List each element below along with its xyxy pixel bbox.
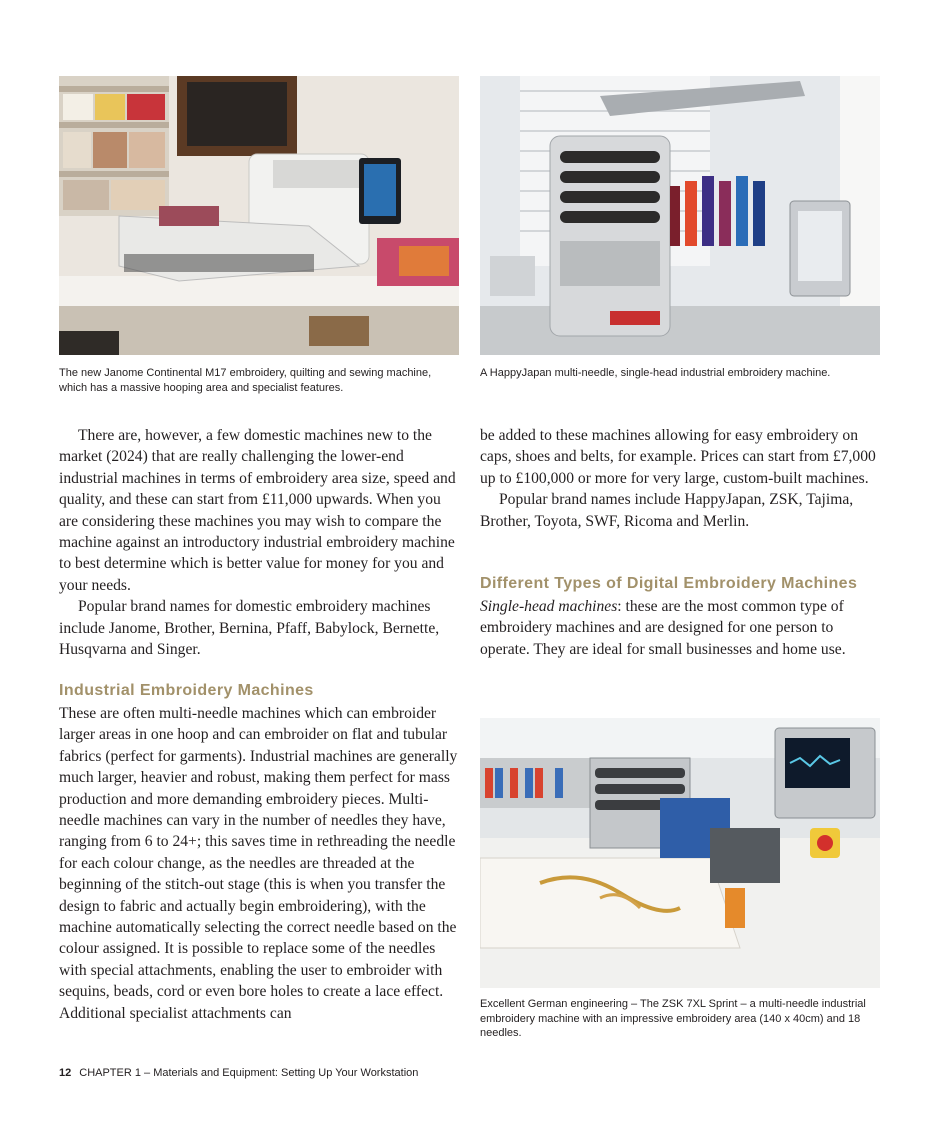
page-number: 12 [59, 1067, 72, 1079]
janome-machine-photo [59, 76, 459, 355]
janome-photo-caption: The new Janome Continental M17 embroidery, quilting and sewing machine, which has a massive hooping area and specialist features. [59, 367, 432, 394]
domestic-machines-paragraph: There are, however, a few domestic machines new to the market (2024) that are really challenging the lower-end industrial machines in terms of embroidery area size, speed and quality, and these can start from £11,000 upwards. When you are considering these machines you may wish to compare the machine against an introductory industrial embroidery machine to best determine which is better value for money for you and your needs. [59, 427, 456, 594]
happyjapan-photo-caption: A HappyJapan multi-needle, single-head industrial embroidery machine. [480, 367, 831, 379]
single-head-term: Single-head machines [480, 598, 618, 615]
right-column-intro [480, 425, 880, 532]
left-column-industrial [59, 703, 459, 1024]
machine-types-heading: Different Types of Digital Embroidery Machines [480, 575, 858, 592]
single-head-paragraph [480, 596, 880, 660]
zsk-photo-caption: Excellent German engineering – The ZSK 7XL Sprint – a multi-needle industrial embroidery machine with an impressive embroidery area (140 x 40cm) and 18 needles. [480, 998, 866, 1039]
zsk-machine-photo [480, 718, 880, 988]
page-footer [59, 1067, 418, 1079]
happyjapan-machine-photo [480, 76, 880, 355]
industrial-attachments-paragraph: be added to these machines allowing for easy embroidery on caps, shoes and belts, for example. Prices can start from £7,000 up to £100,000 or more for very large, custom-built machines. [480, 427, 876, 487]
right-column-types [480, 596, 880, 660]
industrial-machines-heading: Industrial Embroidery Machines [59, 682, 314, 699]
chapter-title: CHAPTER 1 – Materials and Equipment: Setting Up Your Workstation [79, 1067, 419, 1079]
industrial-brands-paragraph: Popular brand names include HappyJapan, ZSK, Tajima, Brother, Toyota, SWF, Ricoma and Merlin. [480, 491, 854, 530]
industrial-machines-paragraph: These are often multi-needle machines which can embroider larger areas in one hoop and can embroider on flat and tubular fabrics (perfect for garments). Industrial machines are generally much larger, heavier and robust, making them perfect for mass production and more demanding embroidery pieces. Multi-needle machines can vary in the number of needles they have, ranging from 6 to 24+; this saves time in rethreading the needle for each colour change, as the needles are threaded at the beginning of the stitch-out stage (this is when you transfer the design to fabric and actually begin embroidering), with the machine automatically selecting the correct needle based on the colour assigned. It is possible to replace some of the needles with special attachments, enabling the user to embroider with sequins, beads, cord or even bore holes to create a lace effect. Additional specialist attachments can [59, 705, 458, 1022]
domestic-brands-paragraph: Popular brand names for domestic embroidery machines include Janome, Brother, Bernina, Pfaff, Babylock, Bernette, Husqvarna and Singer. [59, 598, 440, 659]
left-column-intro [59, 425, 459, 660]
single-head-description: : these are the most common type of embroidery machines and are designed for one person to operate. They are ideal for small businesses and home use. [480, 598, 846, 658]
